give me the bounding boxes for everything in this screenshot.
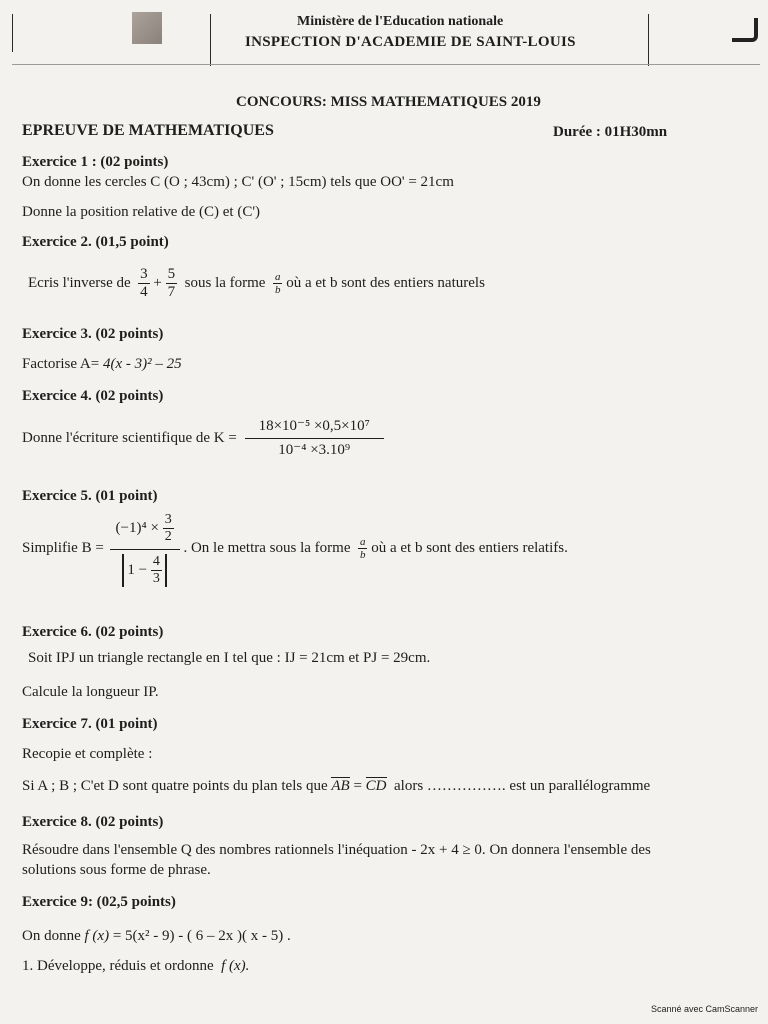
inspection-name: INSPECTION D'ACADEMIE DE SAINT-LOUIS [245,34,576,50]
inequation: - 2x + 4 ≥ 0. [411,842,486,858]
exercise-4-statement: Donne l'écriture scientifique de K = $\frac{\text{18×10⁻⁵ ×0,5×10⁷}}{\text{10⁻⁴ ×3.10⁹}}$ [22,418,384,460]
corner-mark-icon [732,18,758,42]
exercise-6-heading: Exercice 6. (02 points) [22,624,164,640]
function-f: f (x) [84,928,110,944]
exercise-9-line-1: On donne f (x) = 5(x² - 9) - ( 6 – 2x )( x - 5) . [22,928,291,944]
exercise-7-heading: Exercice 7. (01 point) [22,716,158,732]
exercise-6-line-1: Soit IPJ un triangle rectangle en I tel que : IJ = 21cm et PJ = 29cm. [28,650,431,666]
exercise-3-statement: Factorise A= 4(x - 3)² – 25 [22,356,182,372]
expression-a: 4(x - 3)² – 25 [102,356,182,372]
vector-cd: CD [365,778,387,794]
absolute-value: 1 − $\frac{4}{3}$ [122,554,166,587]
exercise-7-line-2: Si A ; B ; C'et D sont quatre points du plan tels que AB = CD alors ……………. est un parallélogramme [22,778,651,794]
exam-label: EPREUVE DE MATHEMATIQUES [22,122,274,139]
exercise-1-line-1: On donne les cercles C (O ; 43cm) ; C' (O' ; 15cm) tels que OO' = 21cm [22,174,454,190]
exercise-6-line-2: Calcule la longueur IP. [22,684,159,700]
exercise-1-heading: Exercice 1 : (02 points) [22,154,169,170]
header-divider-right [648,14,649,66]
header-logo [132,12,162,44]
exercise-5-statement: Simplifie B = (−1)⁴ × $\frac{3}{2}$ 1 − $\frac{4}{3}$ . On le mettra sous la forme $\frac{a}{b}$ où a et b sont des entiers relatifs. [22,512,568,587]
exercise-2-heading: Exercice 2. (01,5 point) [22,234,169,250]
exercise-4-heading: Exercice 4. (02 points) [22,388,164,404]
exercise-7-line-1: Recopie et complète : [22,746,153,762]
expression-k: $\frac{\text{18×10⁻⁵ ×0,5×10⁷}}{\text{10⁻⁴ ×3.10⁹}}$ [245,418,384,460]
exercise-2-statement: Ecris l'inverse de $\frac{3}{4}$ + $\frac{5}{7}$ sous la forme $\frac{a}{b}$ où a et b sont des entiers naturels [28,266,485,301]
exercise-9-heading: Exercice 9: (02,5 points) [22,894,176,910]
exercise-8-line-1: Résoudre dans l'ensemble Q des nombres rationnels l'inéquation - 2x + 4 ≥ 0. On donnera l'ensemble des [22,842,651,858]
exercise-1-line-2: Donne la position relative de (C) et (C') [22,204,261,220]
fraction-3-4: $\frac{3}{4}$ [140,266,148,301]
scanner-watermark: Scanné avec CamScanner [650,1004,758,1014]
exercise-9-line-2: 1. Développe, réduis et ordonne f (x). [22,958,250,974]
ministry-name: Ministère de l'Education nationale [297,14,504,29]
exercise-2-prefix: Ecris l'inverse de [28,275,131,292]
fraction-a-b: $\frac{a}{b}$ [274,270,281,297]
header-border-bottom [12,64,760,65]
exercise-3-heading: Exercice 3. (02 points) [22,326,164,342]
exam-duration: Durée : 01H30mn [553,124,668,140]
fraction-5-7: $\frac{5}{7}$ [167,266,176,301]
header-divider-left [210,14,211,66]
exercise-8-heading: Exercice 8. (02 points) [22,814,164,830]
header-border-left [12,14,13,52]
expression-b: (−1)⁴ × $\frac{3}{2}$ 1 − $\frac{4}{3}$ [110,510,180,587]
contest-title: CONCOURS: MISS MATHEMATIQUES 2019 [236,94,541,110]
exercise-5-heading: Exercice 5. (01 point) [22,488,158,504]
vector-ab: AB [331,778,350,794]
exercise-8-line-2: solutions sous forme de phrase. [22,862,211,878]
